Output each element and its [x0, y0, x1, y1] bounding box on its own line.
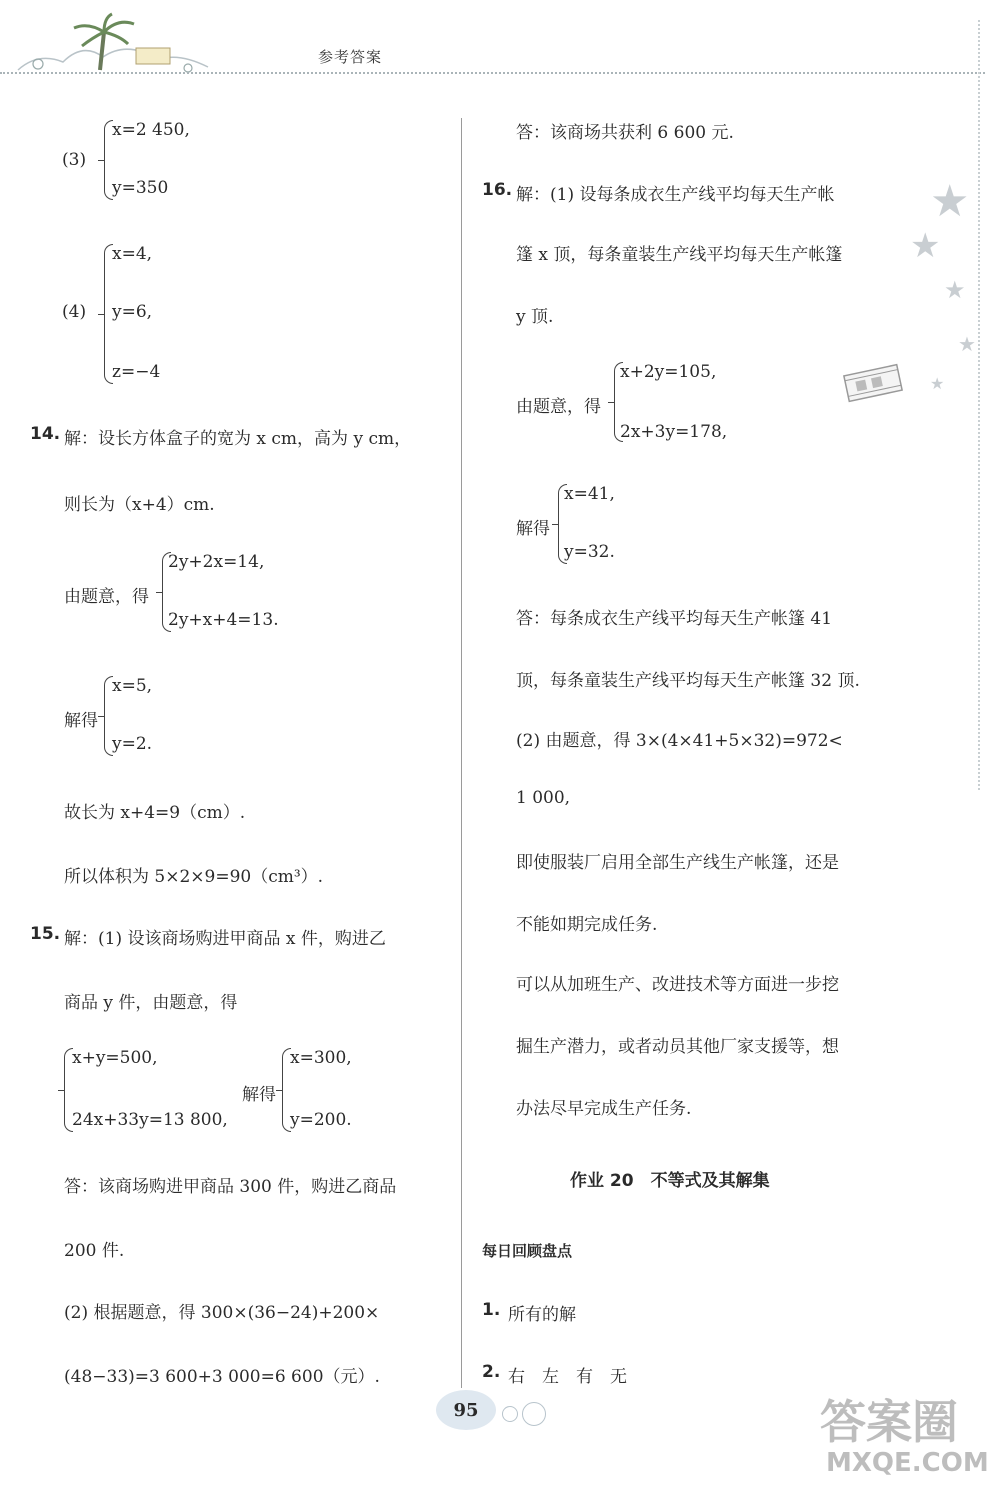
- text-line: 解：设长方体盒子的宽为 x cm，高为 y cm，: [64, 429, 412, 449]
- question-14-number: 14.: [30, 424, 61, 444]
- text-line: 即使服装厂启用全部生产线生产帐篷，还是: [516, 853, 839, 873]
- equation: x+2y=105,: [620, 362, 717, 382]
- equation: 24x+33y=13 800,: [72, 1110, 228, 1130]
- equation: x=5,: [112, 676, 153, 696]
- equation: 2x+3y=178,: [620, 422, 728, 442]
- equation: y=200.: [290, 1110, 352, 1130]
- text-line: 篷 x 顶，每条童装生产线平均每天生产帐篷: [516, 245, 843, 265]
- problem-3-label: (3): [62, 150, 87, 170]
- equation: 2y+2x=14,: [168, 552, 265, 572]
- equation: x=41,: [564, 484, 615, 504]
- text-line: 不能如期完成任务.: [516, 915, 658, 935]
- column-divider: [461, 118, 462, 1388]
- question-16-number: 16.: [482, 180, 513, 200]
- item-number: 2.: [482, 1362, 501, 1382]
- equation: x=300,: [290, 1048, 352, 1068]
- item-number: 1.: [482, 1300, 501, 1320]
- film-strip-icon: [840, 360, 906, 406]
- decor-circle: [522, 1402, 546, 1426]
- text-line: 故长为 x+4=9（cm）.: [64, 803, 246, 823]
- text-line: 掘生产潜力，或者动员其他厂家支援等，想: [516, 1037, 839, 1057]
- text-line: 解得: [242, 1085, 276, 1105]
- answer-text: 右 左 有 无: [508, 1367, 627, 1387]
- star-icon: ★: [930, 176, 970, 227]
- text-line: 解：(1) 设每条成衣生产线平均每天生产帐: [516, 185, 835, 205]
- text-line: (48−33)=3 600+3 000=6 600（元）.: [64, 1367, 380, 1387]
- question-15-number: 15.: [30, 924, 61, 944]
- equation: y=350: [112, 178, 169, 198]
- margin-divider: [978, 20, 980, 790]
- watermark-url: MXQE.COM: [826, 1448, 989, 1478]
- text-line: 1 000,: [516, 788, 571, 808]
- text-line: 解得: [516, 519, 550, 539]
- equation: y=32.: [564, 542, 615, 562]
- watermark-text: 答案圈: [820, 1395, 958, 1449]
- text-line: 200 件.: [64, 1241, 125, 1261]
- text-line: 商品 y 件，由题意，得: [64, 993, 238, 1013]
- header-divider: [0, 72, 985, 74]
- text-line: 顶，每条童装生产线平均每天生产帐篷 32 顶.: [516, 671, 860, 691]
- text-line: 由题意，得: [64, 587, 149, 607]
- equation: 2y+x+4=13.: [168, 610, 279, 630]
- problem-4-label: (4): [62, 302, 87, 322]
- text-line: 则长为（x+4）cm.: [64, 495, 215, 515]
- star-icon: ★: [958, 332, 976, 356]
- text-line: 答：该商场共获利 6 600 元.: [516, 123, 734, 143]
- text-line: 由题意，得: [516, 397, 601, 417]
- header-title: 参考答案: [318, 48, 383, 66]
- star-icon: ★: [930, 374, 945, 393]
- text-line: 解得: [64, 711, 98, 731]
- text-line: (2) 由题意，得 3×(4×41+5×32)=972<: [516, 731, 843, 751]
- text-line: 解：(1) 设该商场购进甲商品 x 件，购进乙: [64, 929, 386, 949]
- text-line: 可以从加班生产、改进技术等方面进一步挖: [516, 975, 839, 995]
- text-line: 所以体积为 5×2×9=90（cm³）.: [64, 867, 324, 887]
- equation: x+y=500,: [72, 1048, 158, 1068]
- answer-text: 所有的解: [508, 1305, 576, 1325]
- palm-tree-logo: [8, 12, 218, 74]
- equation: y=2.: [112, 734, 153, 754]
- text-line: 办法尽早完成生产任务.: [516, 1099, 692, 1119]
- page-number: 95: [436, 1390, 496, 1430]
- text-line: 答：该商场购进甲商品 300 件，购进乙商品: [64, 1177, 397, 1197]
- text-line: (2) 根据题意，得 300×(36−24)+200×: [64, 1303, 380, 1323]
- decor-circle: [502, 1406, 518, 1422]
- equation: x=4,: [112, 244, 153, 264]
- equation: y=6,: [112, 302, 153, 322]
- homework-title: 作业 20 不等式及其解集: [570, 1171, 770, 1191]
- equation: z=−4: [112, 362, 161, 382]
- text-line: 答：每条成衣生产线平均每天生产帐篷 41: [516, 609, 833, 629]
- text-line: y 顶.: [516, 307, 554, 327]
- star-icon: ★: [944, 276, 966, 304]
- review-section-title: 每日回顾盘点: [482, 1242, 573, 1260]
- star-icon: ★: [910, 226, 941, 266]
- equation: x=2 450,: [112, 120, 190, 140]
